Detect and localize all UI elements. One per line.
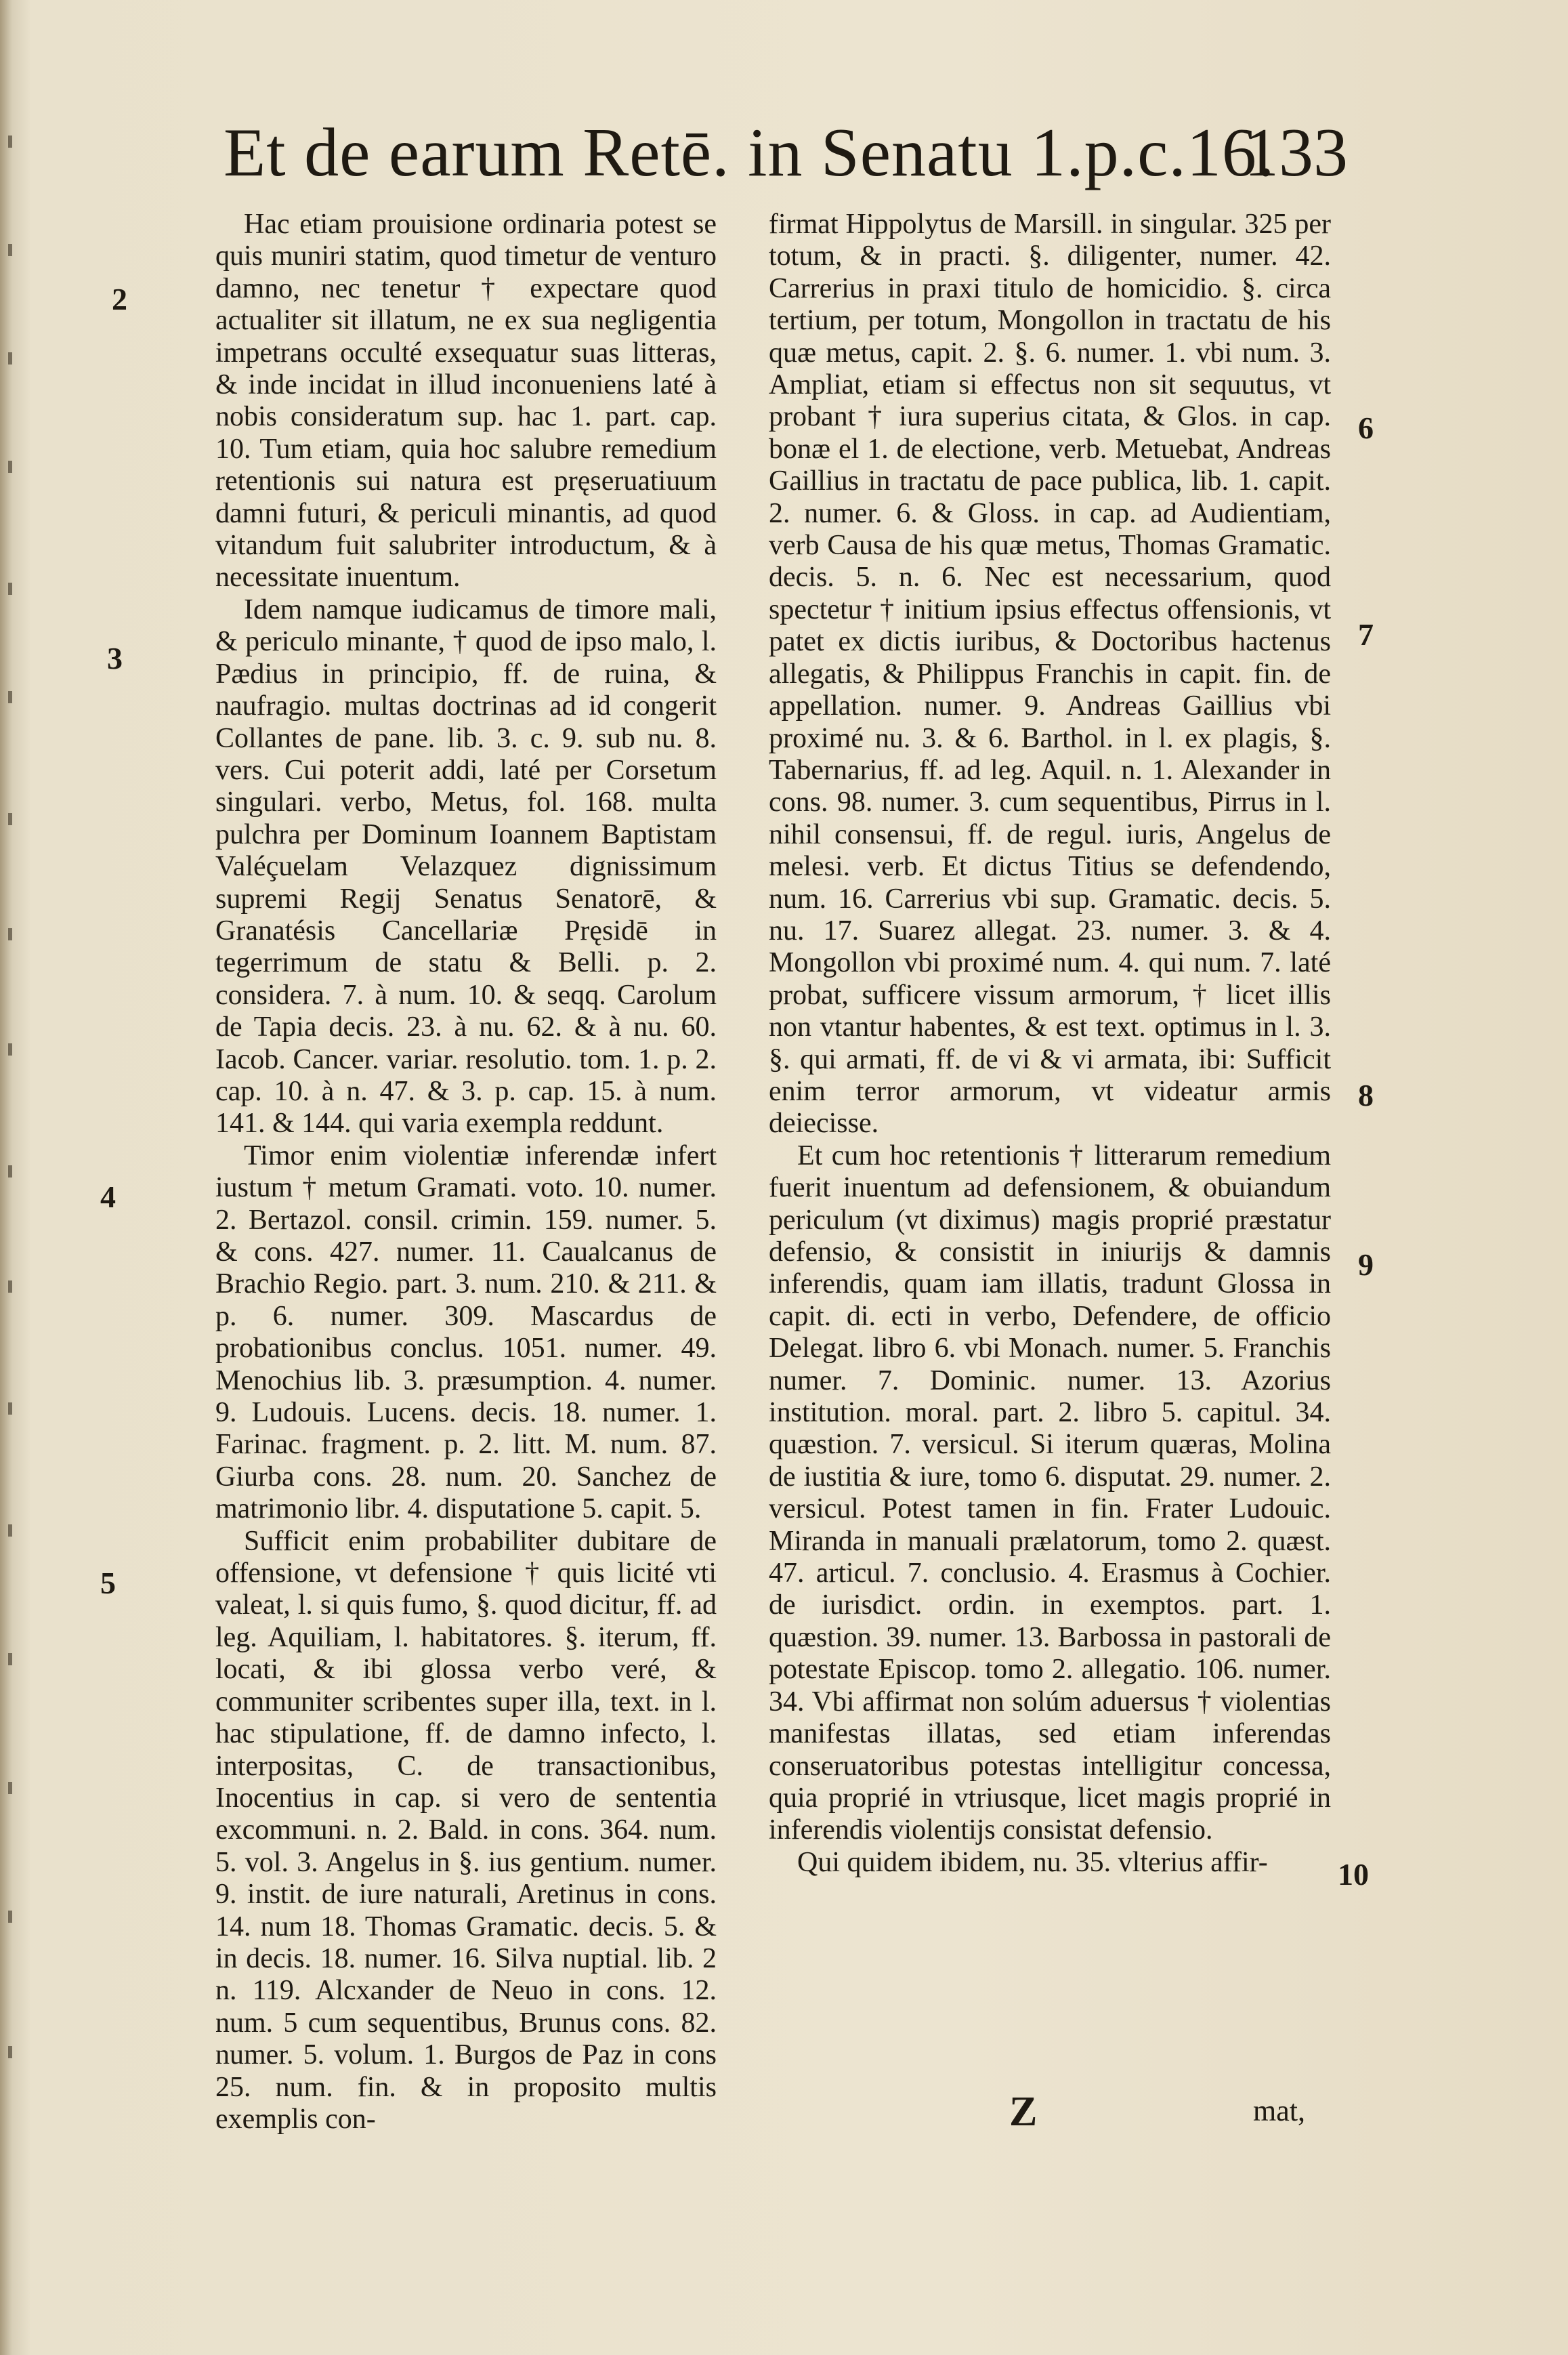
margin-number: 4 bbox=[100, 1180, 116, 1214]
paragraph: Qui quidem ibidem, nu. 35. vlterius affir- bbox=[797, 1846, 1268, 1878]
margin-number: 2 bbox=[112, 282, 127, 316]
gutter-bleed-marks bbox=[0, 81, 27, 2249]
paragraph: Sufficit enim probabiliter dubitare de offensione, vt defensione † quis licité vti valeat, l. si quis fumo, §. quod dicitur, ff. ad leg. Aquiliam, l. habitatores. §. iterum, ff. locati, & ibi glossa verbo veré, & communiter scribentes super illa, text. in l. hac stipulatione, ff. de damno infecto, l. interpositas, C. de transactionibus, Inocentius in cap. si vero de sententia excommuni. n. 2. Bald. in cons. 364. num. 5. vol. 3. Angelus in §. ius gentium. numer. 9. instit. de iure naturali, Aretinus in cons. 14. num 18. Thomas Gramatic. decis. 5. & in decis. 18. numer. 16. Silva nuptial. lib. 2 n. 119. Alcxander de Neuo in cons. 12. num. 5 cum sequentibus, Brunus cons. 82. numer. 5. volum. 1. Burgos de Paz in cons 25. num. fin. & in proposito multis exemplis con- bbox=[215, 1525, 717, 2135]
paragraph: firmat Hippolytus de Marsill. in singular. 325 per totum, & in practi. §. diligenter, numer. 42. Carrerius in praxi titulo de homicidio. §. circa tertium, per totum, Mongollon in tractatu de his quæ metus, capit. 2. §. 6. numer. 1. vbi num. 3. Ampliat, etiam si effectus non sit sequutus, vt probant † iura superius citata, & Glos. in cap. bonæ el 1. de electione, verb. Metuebat, Andreas Gaillius in tractatu de pace publica, lib. 1. capit. 2. numer. 6. & Gloss. in cap. ad Audientiam, verb Causa de his quæ metus, Thomas Gramatic. decis. 5. n. 6. Nec est necessarium, quod spectetur † initium ipsius effectus offensionis, vt patet ex dictis iuribus, & Doctoribus hactenus allegatis, & Philippus Franchis in capit. fin. de appellation. numer. 9. Andreas Gaillius vbi proximé nu. 3. & 6. Barthol. in l. ex plagis, §. Tabernarius, ff. ad leg. Aquil. n. 1. Alexander in cons. 98. numer. 3. cum sequentibus, Pirrus in l. nihil consensui, ff. de regul. iuris, Angelus de melesi. verb. Et dictus Titius se defendendo, num. 16. Carrerius vbi sup. Gramatic. decis. 5. nu. 17. Suarez allegat. 23. numer. 3. & 4. Mongollon vbi proximé num. 4. qui num. 7. laté probat, sufficere vissum armorum, † licet illis non vtantur habentes, & est text. optimus in l. 3. §. qui armati, ff. de vi & vi armata, ibi: Sufficit enim terror armorum, vt videatur armis deiecisse. bbox=[769, 209, 1331, 1140]
running-title: Et de earum Retē. in Senatu 1.p.c.16. bbox=[224, 114, 1275, 191]
right-column bbox=[769, 209, 1331, 2126]
signature-mark: Z bbox=[1009, 2089, 1038, 2135]
margin-number: 7 bbox=[1358, 617, 1374, 652]
paragraph: Idem namque iudicamus de timore mali, & periculo minante, † quod de ipso malo, l. Pædius in principio, ff. de ruina, & naufragio. multas doctrinas ad id congerit Collantes de pane. lib. 3. c. 9. sub nu. 8. vers. Cui poterit addi, laté per Corsetum singulari. verbo, Metus, fol. 168. multa pulchra per Dominum Ioannem Baptistam Valéçuelam Velazquez dignissimum supremi Regij Senatus Senatorē, & Granatésis Cancellariæ Pręsidē in tegerrimum de statu & Belli. p. 2. considera. 7. à num. 10. & seqq. Carolum de Tapia decis. 23. à nu. 62. & à nu. 60. Iacob. Cancer. variar. resolutio. tom. 1. p. 2. cap. 10. à n. 47. & 3. p. cap. 15. à num. 141. & 144. qui varia exempla reddunt. bbox=[215, 593, 717, 1140]
left-column bbox=[215, 209, 717, 2135]
running-head bbox=[224, 114, 1348, 200]
paragraph: Et cum hoc retentionis † litterarum remedium fuerit inuentum ad defensionem, & obuiandum periculum (vt diximus) magis proprié præstatur defensio, & consistit in iniurijs & damnis inferendis, quam iam illatis, tradunt Glossa in capit. di. ecti in verbo, Defendere, de officio Delegat. libro 6. vbi Monach. numer. 5. Franchis numer. 7. Dominic. numer. 13. Azorius institution. moral. part. 2. libro 5. capitul. 34. quæstion. 7. versicul. Si iterum quæras, Molina de iustitia & iure, tomo 6. disputat. 29. numer. 2. versicul. Potest tamen in fin. Frater Ludouic. Miranda in manuali prælatorum, tomo 2. quæst. 47. articul. 7. conclusio. 4. Erasmus à Cochier. de iurisdict. ordin. in exemptos. part. 1. quæstion. 39. numer. 13. Barbossa in pastorali de potestate Episcop. tomo 2. allegatio. 106. numer. 34. Vbi affirmat non solúm aduersus † violentias manifestas illatas, sed etiam inferendas conseruatoribus potestas intelligitur concessa, quia proprié in vtriusque, licet magis proprié in inferendis violentijs consistat defensio. bbox=[769, 1140, 1331, 1846]
margin-number: 8 bbox=[1358, 1078, 1374, 1112]
folio-number: 133 bbox=[1244, 114, 1348, 191]
catchword: mat, bbox=[1253, 2094, 1305, 2127]
margin-number: 5 bbox=[100, 1566, 116, 1600]
margin-number: 6 bbox=[1358, 411, 1374, 445]
margin-number: 9 bbox=[1358, 1247, 1374, 1282]
paragraph: Timor enim violentiæ inferendæ infert iustum † metum Gramati. voto. 10. numer. 2. Bertazol. consil. crimin. 159. numer. 5. & cons. 427. numer. 11. Caualcanus de Brachio Regio. part. 3. num. 210. & 211. & p. 6. numer. 309. Mascardus de probationibus conclus. 1051. numer. 49. Menochius lib. 3. præsumption. 4. numer. 9. Ludouis. Lucens. decis. 18. numer. 1. Farinac. fragment. p. 2. litt. M. num. 87. Giurba cons. 28. num. 20. Sanchez de matrimonio libr. 4. disputatione 5. capit. 5. bbox=[215, 1140, 717, 1525]
paragraph: Hac etiam prouisione ordinaria potest se quis muniri statim, quod timetur de venturo damno, nec tenetur † expectare quod actualiter sit illatum, ne ex sua negligentia impetrans occulté exsequatur suas litteras, & inde incidat in illud inconueniens laté à nobis consideratum sup. hac 1. part. cap. 10. Tum etiam, quia hoc salubre remedium retentionis sui natura est pręseruatiuum damni futuri, & periculi minantis, ad quod vitandum fuit salubriter introductum, & à necessitate inuentum. bbox=[215, 209, 717, 593]
margin-number: 10 bbox=[1338, 1857, 1369, 1892]
margin-number: 3 bbox=[107, 641, 123, 675]
